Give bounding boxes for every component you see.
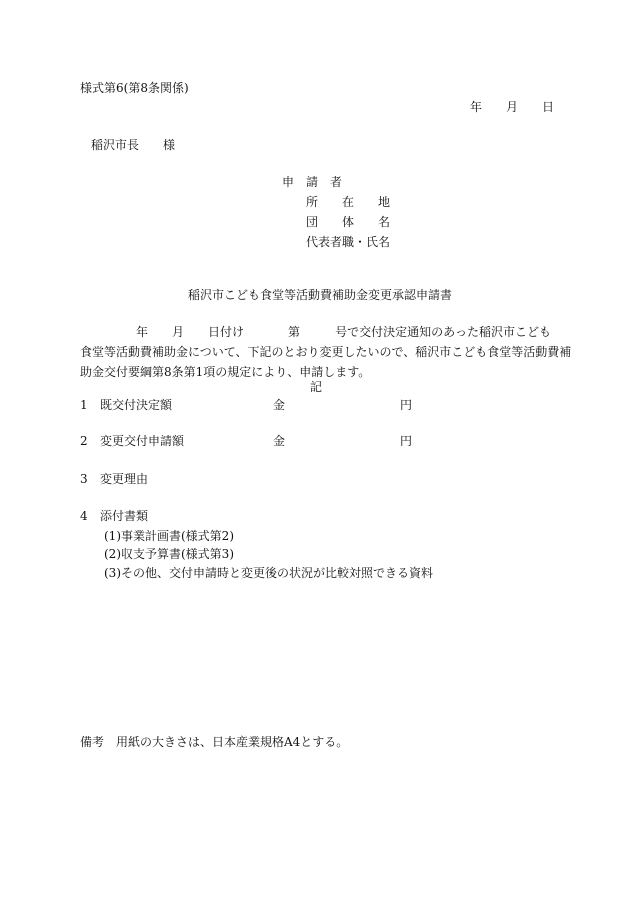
item-kin: 金 [273, 398, 286, 412]
remarks-note: 備考 用紙の大きさは、日本産業規格A4とする。 [80, 735, 349, 749]
body-month: 月 [172, 325, 185, 339]
body-line-2: 食堂等活動費補助金について、下記のとおり変更したいので、稲沢市こども食堂等活動費補 [80, 345, 572, 359]
body-year: 年 [136, 325, 149, 339]
item-label: 添付書類 [100, 509, 149, 523]
attachment-item: (2)収支予算書(様式第3) [104, 547, 234, 561]
item-kin: 金 [273, 434, 286, 448]
item-number: 4 [80, 509, 88, 523]
item-label: 既交付決定額 [100, 398, 173, 412]
date-month: 月 [506, 100, 519, 114]
attachment-item: (3)その他、交付申請時と変更後の状況が比較対照できる資料 [104, 566, 434, 580]
addressee-honorific: 様 [163, 138, 176, 152]
body-paragraph [80, 322, 571, 382]
item-number: 2 [80, 434, 88, 448]
addressee [91, 139, 175, 151]
item-label: 変更理由 [100, 472, 149, 486]
item-existing-amount [80, 399, 412, 411]
item-change-reason [80, 473, 148, 485]
body-line-3: 助金交付要綱第8条第1項の規定により、申請します。 [80, 365, 371, 379]
document-title: 稲沢市こども食堂等活動費補助金変更承認申請書 [188, 288, 453, 302]
item-attachments [80, 510, 148, 522]
body-date-suffix: 日付け [208, 325, 245, 339]
item-change-amount [80, 435, 412, 447]
attachment-item: (1)事業計画書(様式第2) [104, 529, 234, 543]
date-day: 日 [542, 100, 555, 114]
date-year: 年 [470, 100, 483, 114]
applicant-heading: 申 請 者 [282, 175, 343, 189]
applicant-block [282, 176, 390, 256]
applicant-field-organization: 団 体 名 [306, 215, 391, 229]
form-label: 様式第6(第8条関係) [80, 81, 189, 95]
item-yen: 円 [400, 434, 413, 448]
item-yen: 円 [400, 398, 413, 412]
item-number: 3 [80, 472, 88, 486]
addressee-name: 稲沢市長 [91, 138, 140, 152]
applicant-field-representative: 代表者職・氏名 [306, 235, 391, 249]
item-label: 変更交付申請額 [100, 434, 185, 448]
body-number-prefix: 第 [288, 325, 301, 339]
applicant-field-address: 所 在 地 [306, 195, 391, 209]
body-line-1 [80, 322, 571, 342]
ki-mark: 記 [310, 380, 323, 394]
item-number: 1 [80, 398, 88, 412]
date-line [470, 101, 554, 113]
body-line-1-rest: 号で交付決定通知のあった稲沢市こども [335, 325, 551, 339]
